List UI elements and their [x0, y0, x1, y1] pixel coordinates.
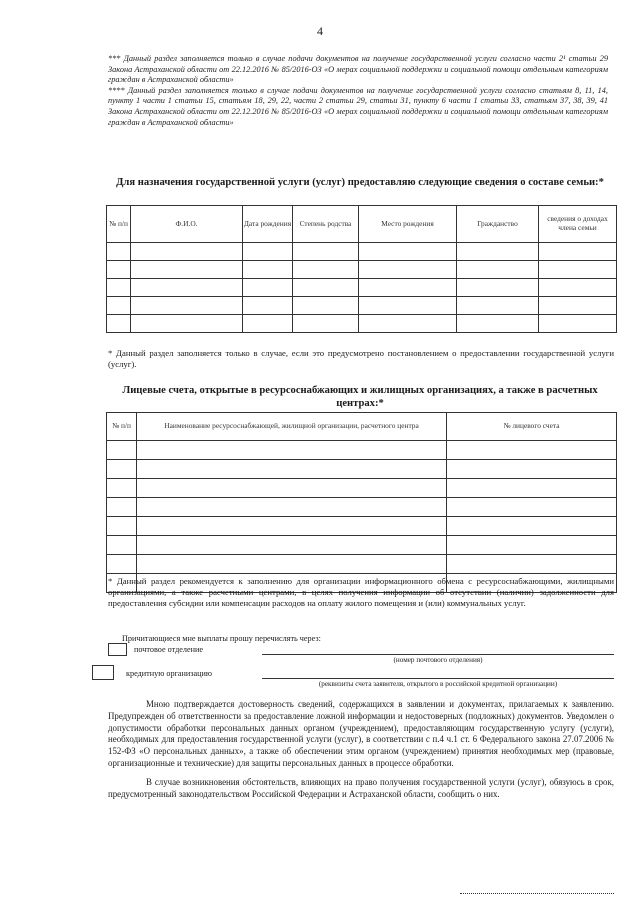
payment-intro: Причитающиеся мне выплаты прошу перечислять через: [122, 634, 321, 643]
page-number: 4 [317, 24, 323, 38]
col-relation: Степень родства [293, 206, 359, 243]
bank-checkbox[interactable] [92, 665, 114, 680]
family-footnote: * Данный раздел заполняется только в случае, если это предусмотрено постановлением о предоставлении государственной услуги (услуг). [108, 348, 614, 369]
col-citizenship: Гражданство [457, 206, 539, 243]
col-birth-place: Место рождения [359, 206, 457, 243]
obligation-paragraph: В случае возникновения обстоятельств, влияющих на право получения государственной услуги (услуг), обязуюсь в срок, предусмотренный законодательством Российской Федерации и Астраханской области, сообщить о них. [108, 776, 614, 799]
confirmation-paragraph: Мною подтверждается достоверность сведений, содержащихся в заявлении и документах, прилагаемых к заявлению. Предупрежден об ответственности за предоставление ложной информации и недостоверных (подложных) документов. Уведомлен о допустимости обработки персональных данных органом (учреждением), предоставляющим государственную услугу (услуги), необходимых для предоставления государственной услуги (услуг), в соответствии с п.4 ч.1 ст. 6 Федерального закона 27.07.2006 № 152-ФЗ «О персональных данных», а также об обеспечении этим органом (учреждением) принятия необходимых мер (правовые, организационные и технические) для защиты персональных данных в процессе обработки. [108, 699, 614, 768]
signature-line [460, 893, 614, 894]
col-account-number: № лицевого счета [447, 413, 617, 441]
col-number: № п/п [107, 413, 137, 441]
col-birth-date: Дата рождения [243, 206, 293, 243]
note-quad-star: **** Данный раздел заполняется только в случае подачи документов на получение государственной услуги согласно статьям 8, 11, 14, пункту 1 части 1 статьи 15, статьям 18, 29, 22, части 2 статьи 29, статьи 31, пункту 6 части 1 статьи 33, статьям 37, 38, 39, 41 Закона Астраханской области от 22.12.2016 № 85/2016-ОЗ «О мерах социальной поддержки и социальной помощи отдельным категориям граждан в Астраханской области» [108, 85, 608, 127]
accounts-heading: Лицевые счета, открытые в ресурсоснабжающих и жилищных организациях, а также в расчетных центрах:* [122, 385, 598, 409]
col-number: № п/п [107, 206, 131, 243]
bank-line[interactable] [262, 678, 614, 679]
family-heading: Для назначения государственной услуги (услуг) предоставляю следующие сведения о составе семьи:* [116, 177, 604, 188]
post-office-caption: (номер почтового отделения) [393, 656, 483, 664]
post-office-label: почтовое отделение [134, 645, 204, 654]
bank-caption: (реквизиты счета заявителя, открытого в российской кредитной организации) [318, 680, 558, 688]
col-income: сведения о доходах члена семьи [539, 206, 617, 243]
post-office-checkbox[interactable] [108, 643, 127, 656]
post-office-line[interactable] [262, 654, 614, 655]
accounts-footnote: * Данный раздел рекомендуется к заполнению для организации информационного обмена с ресурсоснабжающими, жилищными организациями, а также расчетными центрами, в целях получения информации об отсутствии (наличии) задолженности для предоставления субсидии или компенсации расходов на оплату жилого помещения и (или) коммунальных услуг. [108, 576, 614, 608]
confirmation-text [108, 699, 614, 800]
bank-label: кредитную организацию [126, 669, 213, 678]
note-triple-star: *** Данный раздел заполняется только в случае подачи документов на получение государственной услуги согласно части 2¹ статьи 29 Закона Астраханской области от 22.12.2016 № 85/2016-ОЗ «О мерах социальной поддержки и социальной помощи отдельным категориям граждан в Астраханской области» [108, 54, 608, 85]
col-full-name: Ф.И.О. [131, 206, 243, 243]
col-organization: Наименование ресурсоснабжающей, жилищной организации, расчетного центра [137, 413, 447, 441]
